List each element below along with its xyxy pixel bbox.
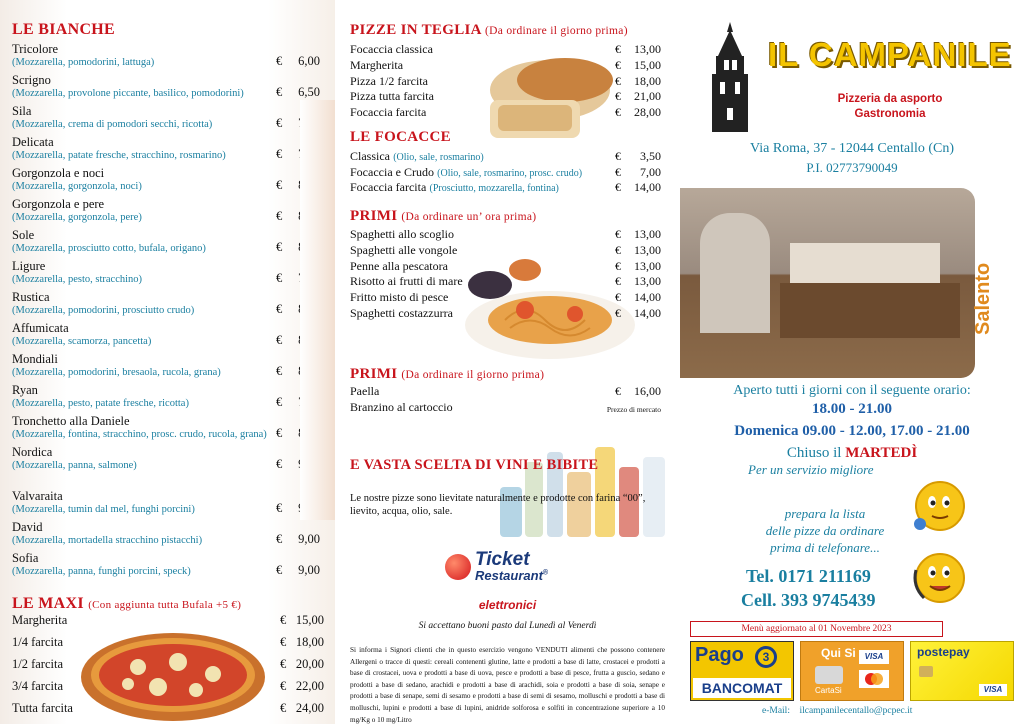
pizza-name: Scrigno <box>12 73 51 87</box>
allergen-notice: Si informa i Signori clienti che in questo esercizio vengono VENDUTI alimenti che possono contenere Allergeni o tracce di questi: cereali contenenti glutine, latte e prodotti a base di latte, crostacei e prodotti a base di crostacei, uova e prodotti a base di uova, pesce e prodotti a base di pesce, frutta a guscio, sedano e prodotti a base di sedano, arachidi e prodotti a base di arachidi, soia e prodotti a base di soia, senape e prodotti a base di senape, semi di sesamo e prodotti a base di semi di sesamo, molluschi e prodotti a base di molluschi, lupini e prodotti a base di lupini, anidride solforosa e solfiti in concentrazione superiore a 10 mg/Kg o 10 mg/Litro <box>350 646 665 724</box>
item-price <box>615 105 661 121</box>
item-name: Spaghetti costazzurra <box>350 306 453 320</box>
bianche-item <box>12 520 324 547</box>
item-price <box>615 243 661 259</box>
maxi-price <box>280 657 324 672</box>
quisi-card: Qui Si VISA CartaSi <box>800 641 904 701</box>
ticket-elettronici: elettronici <box>478 598 537 612</box>
bianche-item <box>12 383 324 410</box>
pizza-name: David <box>12 520 43 534</box>
item-name: Pizza tutta farcita <box>350 89 434 104</box>
bianche-item <box>12 445 324 472</box>
pizza-name: Tricolore <box>12 42 59 56</box>
maxi-name: Margherita <box>12 613 68 627</box>
maxi-price <box>280 635 324 650</box>
pizza-ingredients: (Mozzarella, crema di pomodori secchi, ricotta) <box>12 119 213 130</box>
mastercard-icon <box>859 670 889 688</box>
currency-symbol: € <box>280 701 287 715</box>
primi2-item <box>350 400 661 417</box>
pizza-ingredients: (Mozzarella, scamorza, pancetta) <box>12 336 152 347</box>
prepare-note: prepara la lista delle pizze da ordinare prima di telefonare... <box>765 506 885 555</box>
item-name: Risotto ai frutti di mare <box>350 274 463 289</box>
item-price <box>615 74 661 90</box>
maxi-item <box>12 701 324 716</box>
visa-icon-2: VISA <box>979 684 1007 696</box>
pizza-ingredients: (Mozzarella, prosciutto cotto, bufala, origano) <box>12 243 206 254</box>
item-price <box>615 227 661 243</box>
item-name: Branzino al cartoccio <box>350 399 453 414</box>
pizza-ingredients: (Mozzarella, panna, funghi porcini, speck) <box>12 566 191 577</box>
pizza-ingredients: (Mozzarella, patate fresche, stracchino, rosmarino) <box>12 150 226 161</box>
currency-symbol: € <box>276 501 283 515</box>
item-price <box>615 274 661 290</box>
menu-updated: Menù aggiornato al 01 Novembre 2023 <box>690 621 943 637</box>
pizza-ingredients: (Mozzarella, gorgonzola, pere) <box>12 212 142 223</box>
shop-interior-photo <box>680 188 975 378</box>
maxi-name: Tutta farcita <box>12 701 73 715</box>
pizza-dough-note: Le nostre pizze sono lievitate naturalmente e prodotte con farina “00”, lievito, acqua, olio, sale. <box>350 493 646 517</box>
photo-counter <box>780 283 960 338</box>
price-value: 7,00 <box>640 164 661 179</box>
primi-item <box>350 243 661 260</box>
item-price <box>615 165 661 181</box>
currency-symbol: € <box>276 302 283 316</box>
primi-item <box>350 290 661 307</box>
smiley-thinking-icon <box>908 480 968 540</box>
price-value: 22,00 <box>295 679 324 693</box>
pizza-ingredients: (Mozzarella, panna, salmone) <box>12 460 137 471</box>
pizza-price <box>276 54 320 69</box>
maxi-item <box>12 657 324 672</box>
item-name: Focaccia classica <box>350 42 433 56</box>
maxi-name: 1/2 farcita <box>12 657 64 671</box>
pizza-name: Tronchetto alla Daniele <box>12 414 130 428</box>
bianche-item <box>12 228 324 255</box>
teglia-item <box>350 89 661 106</box>
pizza-name: Sole <box>12 228 35 242</box>
price-value: 21,00 <box>634 89 661 104</box>
bianche-item <box>12 135 324 162</box>
item-price <box>615 89 661 105</box>
ticket-accept-note: Si accettano buoni pasto dal Lunedì al Venerdì <box>418 621 597 631</box>
currency-symbol: € <box>276 364 283 378</box>
cartasi-icon <box>815 666 843 684</box>
currency-symbol: € <box>276 116 283 130</box>
ticket-restaurant-logo <box>445 551 575 589</box>
pizza-ingredients: (Mozzarella, pomodorini, bresaola, rucola, grana) <box>12 367 221 378</box>
price-value: 13,00 <box>634 274 661 289</box>
item-name: Pizza 1/2 farcita <box>350 73 428 88</box>
section-title-primi-2: PRIMI (Da ordinare il giorno prima) <box>350 366 545 382</box>
pizza-name: Nordica <box>12 445 53 459</box>
bianche-item <box>12 166 324 193</box>
pizza-name: Mondiali <box>12 352 58 366</box>
teglia-item <box>350 74 661 91</box>
bancomat-icon: 3 <box>755 646 777 668</box>
currency-symbol: € <box>276 240 283 254</box>
item-price <box>615 58 661 74</box>
price-value: 28,00 <box>634 105 661 120</box>
currency-symbol: € <box>615 180 621 195</box>
price-value: 13,00 <box>634 242 661 257</box>
service-note: Per un servizio migliore <box>748 462 874 477</box>
salento-logo: Salento <box>972 262 994 335</box>
primi-item <box>350 274 661 291</box>
cellphone[interactable]: Cell. 393 9745439 <box>741 590 876 610</box>
pizza-ingredients: (Mozzarella, pesto, stracchino) <box>12 274 143 285</box>
item-desc: (Olio, sale, rosmarino) <box>393 152 484 163</box>
pizza-ingredients: (Mozzarella, gorgonzola, noci) <box>12 181 142 192</box>
pizza-name: Ryan <box>12 383 38 397</box>
ticket-brand-2: Restaurant® <box>475 568 549 583</box>
pizza-price <box>276 563 320 578</box>
currency-symbol: € <box>276 271 283 285</box>
price-value: 6,50 <box>298 85 320 99</box>
pizza-ingredients: (Mozzarella, provolone piccante, basilico, pomodorini) <box>12 88 244 99</box>
currency-symbol: € <box>615 306 621 320</box>
pizza-ingredients: (Mozzarella, pesto, patate fresche, ricotta) <box>12 398 189 409</box>
hours-weekday: 18.00 - 21.00 <box>812 401 892 417</box>
pizza-name: Sila <box>12 104 32 118</box>
item-name: Classica <box>350 149 390 163</box>
price-value: 14,00 <box>634 180 661 195</box>
primi2-item <box>350 384 661 401</box>
currency-symbol: € <box>615 274 621 289</box>
pizza-ingredients: (Mozzarella, fontina, stracchino, prosc. crudo, rucola, grana) <box>12 429 267 440</box>
teglia-item <box>350 105 661 122</box>
tagline-pizzeria: Pizzeria da asporto <box>837 93 943 105</box>
item-name: Focaccia farcita <box>350 105 427 120</box>
currency-symbol: € <box>280 635 287 649</box>
price-value: 16,00 <box>634 384 661 398</box>
hours-sunday: Domenica 09.00 - 12.00, 17.00 - 21.00 <box>734 423 970 439</box>
currency-symbol: € <box>276 395 283 409</box>
section-title-maxi: LE MAXI (Con aggiunta tutta Bufala +5 €) <box>12 595 242 612</box>
pizza-name: Ligure <box>12 259 46 273</box>
tagline-gastronomia: Gastronomia <box>854 108 926 120</box>
pizza-price <box>276 85 320 100</box>
bianche-item <box>12 352 324 379</box>
bianche-item <box>12 104 324 131</box>
pizza-name: Delicata <box>12 135 54 149</box>
market-price-note: Prezzo di mercato <box>606 404 661 414</box>
focacce-item <box>350 165 661 182</box>
smiley-phone-icon <box>910 548 970 608</box>
telephone[interactable]: Tel. 0171 211169 <box>746 566 871 586</box>
bianche-item <box>12 42 324 69</box>
item-name: Spaghetti allo scoglio <box>350 227 454 241</box>
ticket-brand-1: Ticket <box>475 549 530 570</box>
pagobancomat-card: Pago 3 BANCOMAT <box>690 641 794 701</box>
item-price <box>615 306 661 322</box>
item-name: Focaccia farcita <box>350 180 427 195</box>
price-value: 15,00 <box>295 613 324 627</box>
bianche-item <box>12 259 324 286</box>
price-value: 9,00 <box>298 563 320 577</box>
panel-pizze-bianche <box>0 0 335 724</box>
maxi-item <box>12 635 324 650</box>
maxi-price <box>280 613 324 628</box>
item-desc: (Olio, sale, rosmarino, prosc. crudo) <box>437 167 583 179</box>
item-name: Spaghetti alle vongole <box>350 242 458 257</box>
item-name: Margherita <box>350 57 404 72</box>
closed-day: Chiuso il MARTEDÌ <box>786 445 918 461</box>
currency-symbol: € <box>276 563 283 577</box>
pizza-ingredients: (Mozzarella, tumin dal mel, funghi porcini) <box>12 504 195 515</box>
ticket-logo-icon <box>445 554 471 580</box>
currency-symbol: € <box>615 149 621 163</box>
maxi-price <box>280 701 324 716</box>
maxi-item <box>12 679 324 694</box>
primi-item <box>350 259 661 276</box>
pizza-ingredients: (Mozzarella, pomodorini, lattuga) <box>12 57 155 68</box>
card-chip-icon <box>919 666 933 677</box>
bianche-item <box>12 414 324 441</box>
decorative-pizza-strip <box>300 100 335 520</box>
price-value: 14,00 <box>634 306 661 320</box>
currency-symbol: € <box>615 105 621 120</box>
currency-symbol: € <box>276 178 283 192</box>
item-name: Penne alla pescatora <box>350 258 448 273</box>
currency-symbol: € <box>276 209 283 223</box>
price-value: 6,00 <box>298 54 320 68</box>
pizza-name: Gorgonzola e noci <box>12 166 105 180</box>
currency-symbol: € <box>615 258 621 273</box>
section-title-bianche: LE BIANCHE <box>12 21 116 38</box>
primi-item <box>350 227 661 244</box>
postepay-card: postepay VISA <box>910 641 1014 701</box>
currency-symbol: € <box>280 679 287 693</box>
brand-name: IL CAMPANILE <box>768 36 1012 73</box>
section-title-focacce: LE FOCACCE <box>350 129 451 145</box>
currency-symbol: € <box>615 73 621 88</box>
teglia-item <box>350 42 661 59</box>
item-name: Fritto misto di pesce <box>350 290 449 305</box>
price-value: 18,00 <box>634 73 661 88</box>
maxi-price <box>280 679 324 694</box>
currency-symbol: € <box>280 613 287 627</box>
address: Via Roma, 37 - 12044 Centallo (Cn) <box>749 141 955 156</box>
bianche-item <box>12 73 324 100</box>
bell-tower-icon <box>706 22 754 132</box>
email-address[interactable]: ilcampanilecentallo@pcpec.it <box>799 706 913 716</box>
drinks-image <box>495 432 675 542</box>
brand-tagline <box>825 92 955 122</box>
pizza-name: Sofia <box>12 551 39 565</box>
currency-symbol: € <box>276 147 283 161</box>
currency-symbol: € <box>276 85 283 99</box>
item-price <box>615 149 661 165</box>
item-desc: (Prosciutto, mozzarella, fontina) <box>429 183 559 195</box>
email-line: e-Mail: ilcampanilecentallo@pcpec.it <box>762 706 913 716</box>
currency-symbol: € <box>615 42 621 56</box>
item-price <box>615 42 661 58</box>
currency-symbol: € <box>276 54 283 68</box>
item-name: Focaccia e Crudo <box>350 164 434 179</box>
currency-symbol: € <box>615 164 621 179</box>
price-value: 20,00 <box>295 657 324 671</box>
pizza-price <box>276 532 320 547</box>
bianche-item <box>12 197 324 224</box>
panel-teglia-primi <box>335 0 680 724</box>
panel-info <box>680 0 1024 724</box>
price-value: 14,00 <box>634 290 661 305</box>
item-price <box>615 290 661 306</box>
currency-symbol: € <box>615 242 621 257</box>
price-value: 15,00 <box>634 57 661 72</box>
maxi-name: 1/4 farcita <box>12 635 64 649</box>
pizza-name: Rustica <box>12 290 50 304</box>
currency-symbol: € <box>276 426 283 440</box>
hours-intro: Aperto tutti i giorni con il seguente orario: <box>733 383 971 398</box>
maxi-note: (Con aggiunta tutta Bufala +5 €) <box>88 599 242 611</box>
bianche-item <box>12 290 324 317</box>
currency-symbol: € <box>280 657 287 671</box>
currency-symbol: € <box>615 290 621 305</box>
section-title-teglia: PIZZE IN TEGLIA (Da ordinare il giorno prima) <box>350 22 628 38</box>
photo-arch <box>700 213 770 333</box>
teglia-item <box>350 58 661 75</box>
focacce-item <box>350 149 661 166</box>
maxi-name: 3/4 farcita <box>12 679 64 693</box>
currency-symbol: € <box>276 457 283 471</box>
item-price <box>615 259 661 275</box>
item-price <box>615 384 661 400</box>
pizza-name: Valvaraita <box>12 489 63 503</box>
bianche-item <box>12 489 324 516</box>
pizza-ingredients: (Mozzarella, pomodorini, prosciutto crudo) <box>12 305 195 316</box>
currency-symbol: € <box>615 89 621 104</box>
item-price <box>615 180 661 196</box>
price-value: 13,00 <box>634 258 661 273</box>
section-title-vini: E VASTA SCELTA DI VINI E BIBITE <box>350 457 599 473</box>
currency-symbol: € <box>276 532 283 546</box>
bianche-item <box>12 551 324 578</box>
item-name: Paella <box>350 384 380 398</box>
photo-counter-glass <box>790 243 940 283</box>
currency-symbol: € <box>615 384 621 398</box>
pizza-name: Gorgonzola e pere <box>12 197 105 211</box>
bianche-item <box>12 321 324 348</box>
currency-symbol: € <box>276 333 283 347</box>
price-value: 18,00 <box>295 635 324 649</box>
focacce-item <box>350 180 661 197</box>
price-value: 3,50 <box>640 149 661 163</box>
price-value: 13,00 <box>634 227 661 241</box>
price-value: 13,00 <box>634 42 661 56</box>
price-value: 9,00 <box>298 532 320 546</box>
section-title-primi: PRIMI (Da ordinare un’ ora prima) <box>350 208 537 224</box>
currency-symbol: € <box>615 227 621 241</box>
pizza-ingredients: (Mozzarella, mortadella stracchino pistacchi) <box>12 535 203 546</box>
visa-icon: VISA <box>859 650 889 664</box>
primi-item <box>350 306 661 323</box>
maxi-item <box>12 613 324 628</box>
price-value: 24,00 <box>295 701 324 715</box>
currency-symbol: € <box>615 57 621 72</box>
pizza-name: Affumicata <box>12 321 69 335</box>
vat-number: P.I. 02773790049 <box>806 160 898 175</box>
